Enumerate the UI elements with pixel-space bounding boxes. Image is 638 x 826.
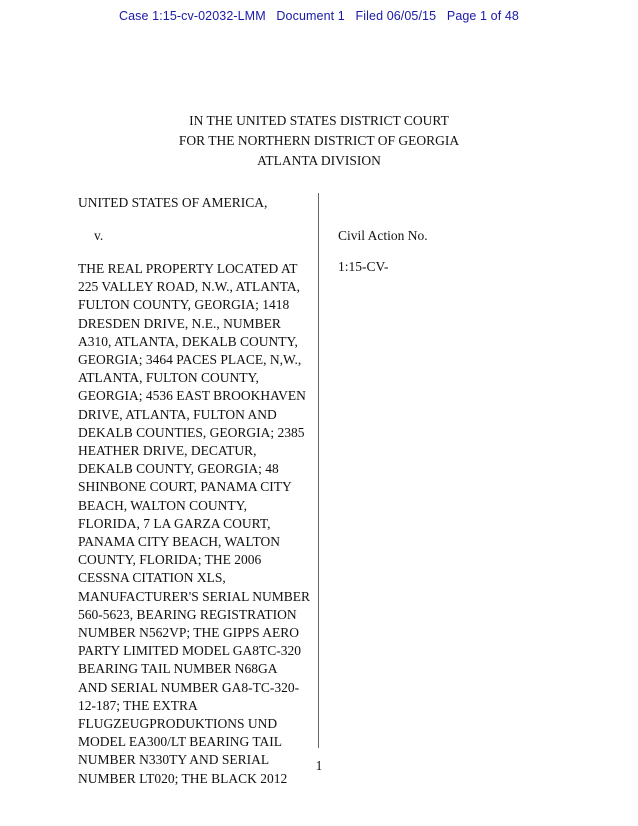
plaintiff-name: UNITED STATES OF AMERICA, — [78, 195, 268, 210]
defendant-line: A310, ATLANTA, DEKALB COUNTY, — [78, 333, 298, 349]
defendant-line: HEATHER DRIVE, DECATUR, — [78, 443, 257, 459]
court-division-line: ATLANTA DIVISION — [257, 153, 381, 168]
defendant-line: BEACH, WALTON COUNTY, — [78, 497, 248, 513]
defendant-line: GEORGIA; 3464 PACES PLACE, N,W., — [78, 352, 302, 368]
versus-label: v. — [94, 228, 104, 243]
defendant-line: 12-187; THE EXTRA — [78, 697, 198, 713]
defendant-line: DEKALB COUNTY, GEORGIA; 48 — [78, 461, 279, 477]
defendant-line: ATLANTA, FULTON COUNTY, — [78, 370, 259, 386]
defendant-line: PANAMA CITY BEACH, WALTON — [78, 534, 281, 550]
court-heading — [0, 111, 638, 171]
defendant-line: MANUFACTURER'S SERIAL NUMBER — [78, 588, 310, 604]
defendant-description — [78, 260, 328, 788]
defendant-line: NUMBER N330TY AND SERIAL — [78, 752, 270, 768]
defendant-line: DRIVE, ATLANTA, FULTON AND — [78, 406, 277, 422]
defendant-line: NUMBER N562VP; THE GIPPS AERO — [78, 625, 300, 641]
defendant-line: PARTY LIMITED MODEL GA8TC-320 — [78, 643, 302, 659]
defendant-line: NUMBER LT020; THE BLACK 2012 — [78, 770, 288, 786]
page-number: 1 — [315, 758, 323, 773]
defendant-line: GEORGIA; 4536 EAST BROOKHAVEN — [78, 388, 306, 404]
defendant-line: FLUGZEUGPRODUKTIONS UND — [78, 716, 278, 732]
caption-right-column — [338, 227, 428, 276]
court-district-line: FOR THE NORTHERN DISTRICT OF GEORGIA — [178, 133, 460, 148]
civil-action-label: Civil Action No. — [338, 228, 428, 243]
defendant-line: SHINBONE COURT, PANAMA CITY — [78, 479, 292, 495]
caption-divider — [318, 193, 319, 748]
defendant-line: 225 VALLEY ROAD, N.W., ATLANTA, — [78, 279, 301, 295]
defendant-line: BEARING TAIL NUMBER N68GA — [78, 661, 278, 677]
defendant-line: CESSNA CITATION XLS, — [78, 570, 226, 586]
caption-left-column — [78, 194, 323, 786]
defendant-line: FULTON COUNTY, GEORGIA; 1418 — [78, 297, 290, 313]
court-name-line: IN THE UNITED STATES DISTRICT COURT — [189, 113, 449, 128]
defendant-line: COUNTY, FLORIDA; THE 2006 — [78, 552, 262, 568]
defendant-line: DEKALB COUNTIES, GEORGIA; 2385 — [78, 424, 305, 440]
case-number: 1:15-CV- — [338, 259, 389, 274]
ecf-header-stamp: Case 1:15-cv-02032-LMM Document 1 Filed 06/05/15 Page 1 of 48 — [119, 9, 519, 23]
defendant-line: DRESDEN DRIVE, N.E., NUMBER — [78, 315, 281, 331]
defendant-line: FLORIDA, 7 LA GARZA COURT, — [78, 515, 271, 531]
defendant-line: MODEL EA300/LT BEARING TAIL — [78, 734, 283, 750]
defendant-line: THE REAL PROPERTY LOCATED AT — [78, 261, 298, 276]
defendant-line: 560-5623, BEARING REGISTRATION — [78, 606, 297, 622]
defendant-line: AND SERIAL NUMBER GA8-TC-320- — [78, 679, 300, 695]
